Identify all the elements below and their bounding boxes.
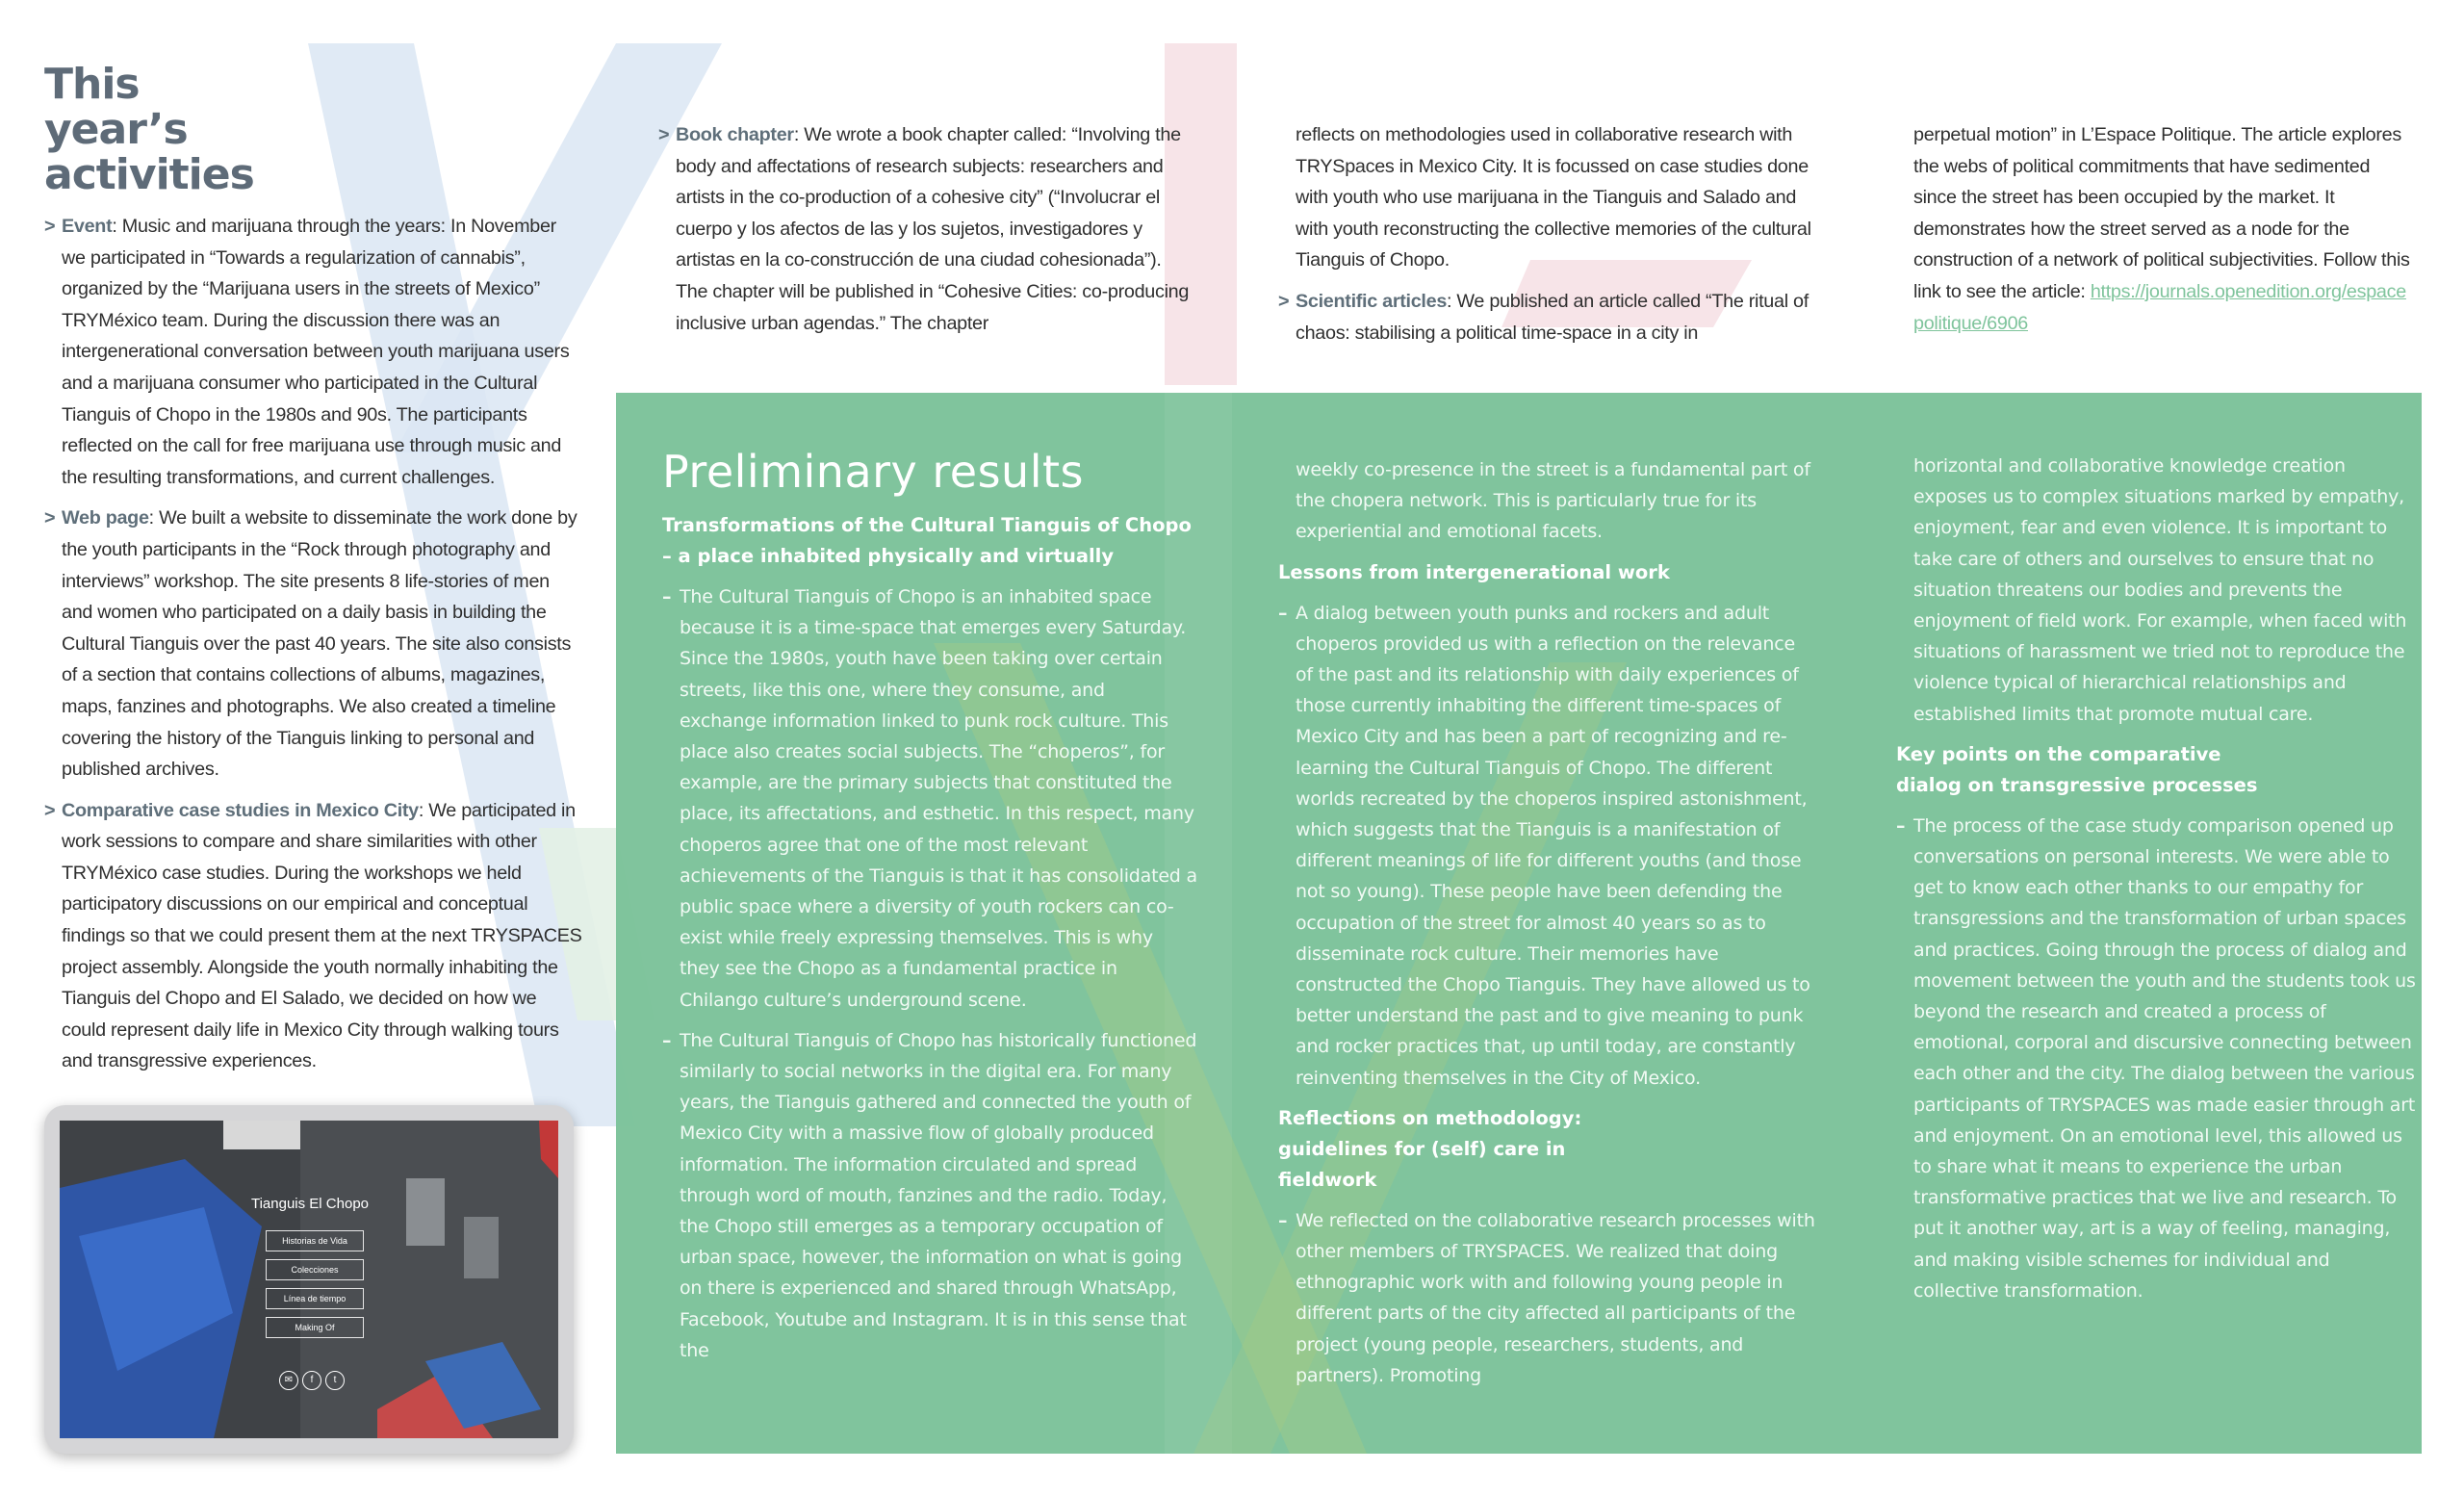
transformations-continuation bbox=[1278, 454, 1817, 548]
scientific-articles-text-continued: perpetual motion” in L’Espace Politique. The article explores the webs of political commitments that have sedimented since the street has been occupied by the market. It demonstrates how the street served as a node for the construction of a network of political subjectivities. Follow this link to see the article: bbox=[1913, 124, 2410, 302]
dash-marker: – bbox=[662, 586, 672, 607]
activities-title: This year’s activities bbox=[44, 60, 254, 199]
lessons-heading: Lessons from intergenerational work bbox=[1278, 560, 1670, 583]
site-title: Tianguis El Chopo bbox=[250, 1196, 369, 1212]
book-chapter-item bbox=[658, 119, 1197, 339]
dash-marker: – bbox=[1896, 814, 1906, 837]
parked-car bbox=[406, 1178, 445, 1246]
twitter-icon[interactable]: t bbox=[325, 1371, 345, 1390]
articles-block bbox=[1278, 119, 1817, 358]
website-screenshot bbox=[60, 1121, 558, 1438]
book-chapter-keyword: Book chapter bbox=[676, 124, 794, 145]
reflections-item bbox=[1278, 1205, 1817, 1391]
menu-colecciones-button[interactable]: Colecciones bbox=[266, 1259, 364, 1280]
reflections-text-continued: horizontal and collaborative knowledge creation exposes us to complex situations marked by empathy, enjoyment, fear and even violence. It is important to take care of others and ourselves to ensure that no situation threatens our bodies and prevents the enjoyment of field work. For example, when faced with situations of harassment we tried not to reproduce the violence typical of hierarchical relationships and established limits that promote mutual care. bbox=[1913, 455, 2407, 725]
book-chapter-text-continued: reflects on methodologies used in collaborative research with TRYSpaces in Mexico City. It is focussed on case studies done with youth who use marijuana in the Tianguis and Salado and with youth reconstructing the collective memories of the cultural Tianguis of Chopo. bbox=[1296, 124, 1811, 271]
transformations-item bbox=[662, 1025, 1197, 1366]
menu-historias-button[interactable]: Historias de Vida bbox=[266, 1230, 364, 1251]
key-points-text: The process of the case study comparison opened up conversations on personal interests. We were able to get to know each other thanks to our empathy for transgressions and the transformation of urban spaces and practices. Going through the process of dialog and movement between the youth and the students took us beyond the research and created a process of emotional, corporal and discursive connecting between each other and the city. The dialog between the various participants of TRYSPACES was made easier through art and enjoyment. On an emotional level, this allowed us to share what it means to experience the urban transformative practices that we live and research. To put it another way, art is a way of feeling, managing, and making visible schemes for individual and collective transformation. bbox=[1913, 814, 2416, 1302]
bullet-marker: > bbox=[658, 124, 670, 145]
activity-text: : We built a website to disseminate the work done by the youth participants in the “Rock through photography and interviews” workshop. The site presents 8 life-stories of men and women who participated on a daily basis in building the Cultural Tianguis over the past 40 years. The site also consists of a section that contains collections of albums, magazines, maps, fanzines and photographs. We also created a timeline covering the history of the Tianguis linking to personal and published archives. bbox=[62, 507, 578, 781]
transformations-item bbox=[662, 581, 1197, 1016]
activity-item bbox=[44, 795, 583, 1077]
dash-marker: – bbox=[1278, 1209, 1288, 1231]
transformations-text-continued: weekly co-presence in the street is a fundamental part of the chopera network. This is particularly true for its experiential and emotional facets. bbox=[1296, 459, 1810, 543]
results-title: Preliminary results bbox=[662, 446, 1084, 498]
menu-timeline-button[interactable]: Línea de tiempo bbox=[266, 1288, 364, 1309]
dash-marker: – bbox=[662, 1029, 672, 1051]
activity-text: : Music and marijuana through the years: In November we participated in “Towards a regularization of cannabis”, organized by the “Marijuana users in the streets of Mexico” TRYMéxico team. During the discussion there was an intergenerational conversation between youth marijuana users and a marijuana consumer who participated in the Cultural Tianguis of Chopo in the 1980s and 90s. The participants reflected on the call for free marijuana use through music and the resulting transformations, and current challenges. bbox=[62, 216, 570, 488]
envelope-icon[interactable]: ✉ bbox=[279, 1371, 298, 1390]
article-continuation-block bbox=[1896, 119, 2416, 348]
activity-keyword: Event bbox=[62, 216, 113, 237]
book-chapter-block bbox=[658, 119, 1197, 348]
menu-making-of-button[interactable]: Making Of bbox=[266, 1317, 364, 1338]
key-points-item bbox=[1896, 811, 2416, 1306]
bullet-marker: > bbox=[44, 507, 56, 529]
book-chapter-continuation bbox=[1278, 119, 1817, 276]
transformations-heading: Transformations of the Cultural Tianguis of Chopo – a place inhabited physically and virtually bbox=[662, 514, 1192, 567]
parked-car-2 bbox=[464, 1217, 499, 1278]
activity-item bbox=[44, 503, 583, 785]
scientific-articles-text: : We published an article called “The ritual of chaos: stabilising a political time-space in a city in bbox=[1296, 290, 1809, 344]
book-chapter-text: : We wrote a book chapter called: “Involving the body and affectations of research subjects: researchers and artists in the co-production of a cohesive city” (“Involucrar el cuerpo y los afectos de las y los sujetos, investigadores y artistas en la co-construcción de una ciudad cohesionada”). The chapter will be published in “Cohesive Cities: co-producing inclusive urban agendas.” The chapter bbox=[676, 124, 1190, 334]
reflections-continuation bbox=[1896, 451, 2416, 730]
results-column-b bbox=[1278, 454, 1817, 1401]
key-points-heading: Key points on the comparative dialog on transgressive processes bbox=[1896, 742, 2258, 796]
results-column-a bbox=[662, 445, 1197, 1376]
bullet-marker: > bbox=[1278, 290, 1290, 312]
reflections-text: We reflected on the collaborative research processes with other members of TRYSPACES. We realized that doing ethnographic work with and following young people in different parts of the city affected all participants of the project (young people, researchers, students, and partners). Promoting bbox=[1296, 1209, 1815, 1386]
article-link[interactable]: https://journals.openedition.org/espacepolitique/6906 bbox=[1913, 280, 2406, 334]
lessons-text: A dialog between youth punks and rockers and adult choperos provided us with a reflection on the relevance of the past and its relationship with daily experiences of those currently inhabiting the different time-spaces of Mexico City and has been a part of recognizing and re-learning the Cultural Tianguis of Chopo. The different worlds recreated by the choperos inspired astonishment, which suggests that the Tianguis is a manifestation of different meanings of life for different youths (and those not so young). These people have been defending the occupation of the street for almost 40 years so as to disseminate rock culture. Their memories have constructed the Chopo Tianguis. They have allowed us to better understand the past and to give meaning to punk and rocker practices that, up until today, are constantly reinventing themselves in the City of Mexico. bbox=[1296, 602, 1810, 1089]
results-column-c bbox=[1896, 451, 2416, 1316]
activities-column bbox=[44, 62, 583, 1087]
activity-item bbox=[44, 211, 583, 493]
reflections-heading: Reflections on methodology: guidelines for (self) care in fieldwork bbox=[1278, 1106, 1582, 1191]
bullet-marker: > bbox=[44, 799, 56, 821]
lessons-item bbox=[1278, 598, 1817, 1094]
dash-marker: – bbox=[1278, 602, 1288, 624]
article-continuation bbox=[1896, 119, 2416, 339]
transformations-text: The Cultural Tianguis of Chopo has historically functioned similarly to social networks in the digital era. For many years, the Tianguis gathered and connected the youth of Mexico City with a massive flow of globally produced information. The information circulated and spread through word of mouth, fanzines and the radio. Today, the Chopo still emerges as a temporary occupation of urban space, however, the information on what is going on there is experienced and shared through WhatsApp, Facebook, Youtube and Instagram. It is in this sense that the bbox=[680, 1029, 1197, 1361]
white-tent bbox=[223, 1121, 300, 1149]
bullet-marker: > bbox=[44, 216, 56, 237]
activity-keyword: Comparative case studies in Mexico City bbox=[62, 799, 419, 821]
facebook-icon[interactable]: f bbox=[302, 1371, 321, 1390]
scientific-articles-item bbox=[1278, 286, 1817, 348]
activity-text: : We participated in work sessions to compare and share similarities with other TRYMéxico case studies. During the workshops we held participatory discussions on our empirical and conceptual findings so that we could present them at the next TRYSPACES project assembly. Alongside the youth normally inhabiting the Tianguis del Chopo and El Salado, we decided on how we could represent daily life in Mexico City through walking tours and transgressive experiences. bbox=[62, 799, 582, 1072]
scientific-articles-keyword: Scientific articles bbox=[1296, 290, 1448, 312]
transformations-text: The Cultural Tianguis of Chopo is an inhabited space because it is a time-space that emerges every Saturday. Since the 1980s, youth have been taking over certain streets, like this one, where they consume, and exchange information linked to punk rock culture. This place also creates social subjects. The “choperos”, for example, are the primary subjects that constituted the place, its affectations, and esthetic. In this respect, many choperos agree that one of the most relevant achievements of the Tianguis is that it has consolidated a public space where a diversity of youth rockers can co-exist while freely expressing themselves. This is why they see the Chopo as a fundamental practice in Chilango culture’s underground scene. bbox=[680, 586, 1197, 1011]
tablet-mockup bbox=[44, 1105, 574, 1454]
activity-keyword: Web page bbox=[62, 507, 149, 529]
